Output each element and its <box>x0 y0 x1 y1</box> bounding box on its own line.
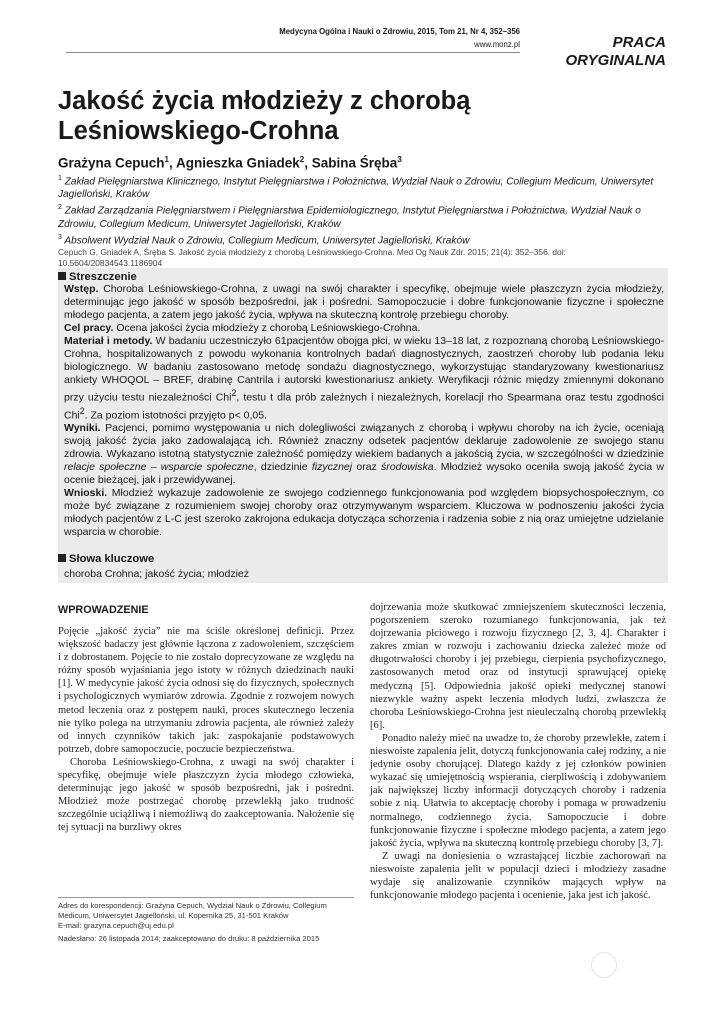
keywords-text: choroba Crohna; jakość życia; młodzież <box>64 568 250 580</box>
square-bullet-icon <box>58 272 66 280</box>
abstract-body: W badaniu uczestniczyło 61pacjentów obojga płci, w wieku 13–18 lat, z rozpoznaną chorobą Leśniowskiego-Crohna, hospitalizowanych z powodu wykonania kontrolnych badań diagnostycznych, zaostrzeń choroby lub podania leku biologicznego. W badaniu zastosowano metodę sondażu diagnostycznego, wykorzystując standaryzowany kwestionariusz ankiety WHOQOL – BREF, drabinę Cantrila i autorski kwestionariusz ankiety. Weryfikacji różnic między zmiennymi dokonano przy użyciu testu niezależności Chi <box>64 335 664 404</box>
author-affil-mark: 2 <box>299 155 305 164</box>
abstract-label: Materiał i metody. <box>64 335 153 347</box>
abstract-body: . Za poziom istotności przyjęto p< 0,05. <box>84 409 268 421</box>
correspondence-address: Adres do korespondencji: Grażyna Cepuch, Wydział Nauk o Zdrowiu, Collegium Medicum, Uniwersytet Jagielloński, ul. Kopernika 25, 31-501 Kraków <box>58 901 327 920</box>
correspondence-email[interactable]: E-mail: grazyna.cepuch@uj.edu.pl <box>58 921 174 930</box>
abstract-label: Cel pracy. <box>64 322 114 334</box>
affiliation-text: Zakład Pielęgniarstwa Klinicznego, Instytut Pielęgniarstwa i Położnictwa, Wydział Nauk o Zdrowiu, Collegium Medicum, Uniwersytet Jagielloński, Kraków <box>58 176 654 201</box>
author-name: Agnieszka Gniadek <box>176 155 300 171</box>
abstract-heading-text: Streszczenie <box>69 271 137 283</box>
footnote <box>58 901 358 944</box>
body-paragraph: Ponadto należy mieć na uwadze to, że choroby przewlekłe, zatem i nieswoiste zapalenia jelit, dotyczą funkcjonowania całej rodziny, a nie jedynie osoby chorującej. Dlatego każdy z jej członków powinien wykazać się umiejętnością wspierania, cierpliwością i zdobywaniem jak największej liczby informacji dotyczących choroby i radzenia sobie z nią. Ułatwia to akceptację choroby i pomaga w prowadzeniu normalnego, codziennego życia. Samopoczucie i dobre funkcjonowanie fizyczne i społeczne młodego pacjenta, a zatem jego jakość życia, wpływa na skuteczną kontrolę przebiegu choroby [3, 7]. <box>370 732 666 849</box>
abstract-body: . Młodzież wysoko oceniła swoją jakość życia w ocenie bieżącej, jak i przewidywanej. <box>64 461 665 486</box>
affiliation <box>58 201 670 230</box>
abstract-body: Młodzież wykazuje zadowolenie ze swojego codziennego funkcjonowania pod względem biopsychospołecznym, co może być związane z rozumieniem swojej choroby oraz otrzymywanym wsparciem. Kluczowa w podnoszeniu jakości życia młodych pacjentów z L-C jest szeroko zakrojona edukacja dotycząca schorzenia i radzenia sobie z nią oraz umiejętne udzielanie wsparcia w chorobie. <box>64 487 664 538</box>
abstract-label: Wyniki. <box>64 422 101 434</box>
square-bullet-icon <box>58 554 66 562</box>
abstract-italic: relacje społeczne – wsparcie społeczne <box>64 461 254 473</box>
abstract-body: , dziedzinie <box>253 461 312 473</box>
body-paragraph: Choroba Leśniowskiego-Crohna, z uwagi na swój charakter i specyfikę, obejmuje wiele płaszczyzn życia młodego człowieka, determinując jego jakość w sposób bezpośredni, jak i pośredni. Młodzież może postrzegać chorobę przewlekłą jako trudność szczególnie uciążliwą i niemożliwą do zaakceptowania. Nałożenie się tej sytuacji na burzliwy okres <box>58 756 354 834</box>
article-type: PRACA ORYGINALNA <box>565 34 666 69</box>
affiliation <box>58 231 670 247</box>
article-title: Jakość życia młodzieży z chorobą Leśniowskiego-Crohna <box>58 87 471 145</box>
abstract-label: Wnioski. <box>64 487 108 499</box>
body-column-left <box>58 625 354 835</box>
body-paragraph: Pojęcie „jakość życia” nie ma ściśle określonej definicji. Przez większość badaczy jest głównie łączona z zadowoleniem, szczęściem i z dobrostanem. Pojęcie to nie zostało doprecyzowane ze względu na różny sposób wyjaśniania jego istoty w różnych dziedzinach nauki [1]. W medycynie jakość życia odnosi się do fizycznych, społecznych i psychologicznych wymiarów zdrowia. Zgodnie z rozwojem nowych metod leczenia oraz z postępem nauki, proces skutecznego leczenia nie tylko polega na utrzymaniu zdrowia pacjenta, ale również zależy od innych czynników takich jak: zaspokajanie podstawowych potrzeb, dobre samopoczucie, poczucie bezpieczeństwa. <box>58 626 354 755</box>
author-affil-mark: 1 <box>164 155 169 164</box>
abstract-conclusions <box>64 487 664 539</box>
abstract-text <box>64 283 664 539</box>
author-name: Sabina Śręba <box>311 155 398 171</box>
abstract-body: Pacjenci, pomimo występowania u nich dolegliwości związanych z chorobą i wpływu choroby na ich życie, oceniają swoją jakość życia jako zadowalającą ich. Również znaczny odsetek pacjentów deklaruje zadowolenie ze swojego stanu zdrowia. Wykazano istotną statystycznie zależność pomiędzy wiekiem badanych a jakością życia, w szczególności w dziedzinie <box>64 422 664 460</box>
affiliation <box>58 172 670 201</box>
affiliation-mark: 3 <box>58 233 62 241</box>
abstract-italic: fizycznej <box>311 461 353 473</box>
section-heading: WPROWADZENIE <box>58 604 149 616</box>
affiliation-mark: 1 <box>58 175 62 182</box>
abstract-body: Ocena jakości życia młodzieży z chorobą Leśniowskiego-Crohna. <box>113 322 421 334</box>
abstract-results <box>64 422 664 487</box>
abstract-heading <box>58 270 137 284</box>
abstract-body: oraz <box>352 461 382 473</box>
abstract-body: , testu t dla prób zależnych i niezależnych, korelacji rho Spearmana oraz testu zgodności Chi <box>64 391 664 421</box>
abstract-label: Wstęp. <box>64 283 99 295</box>
superscript: 2 <box>79 405 85 416</box>
author-name: Grażyna Cepuch <box>58 155 165 171</box>
body-column-right <box>370 601 666 902</box>
affiliation-list <box>58 172 670 247</box>
submission-dates: Nadesłano: 26 listopada 2014; zaakceptowano do druku: 8 października 2015 <box>58 934 320 943</box>
watermark-logo-icon <box>591 952 617 978</box>
journal-url[interactable]: www.monz.pl <box>474 40 520 49</box>
superscript: 2 <box>231 388 237 398</box>
abstract-methods <box>64 335 664 422</box>
body-paragraph: Z uwagi na doniesienia o wzrastającej liczbie zachorowań na nieswoiste zapalenia jelit w populacji dzieci i młodzieży zasadne wydaje się analizowanie czynników mających wpływ na funkcjonowanie młodego pacjenta i ocenienie, jaka jest ich jakość. <box>370 850 666 902</box>
citation: Cepuch G, Gniadek A, Śręba S. Jakość życia młodzieży z chorobą Leśniowskiego-Crohna. Med Og Nauk Zdr. 2015; 21(4): 352–356. doi: 10.5604/20834543.1186904 <box>58 247 566 268</box>
header-divider <box>66 52 520 53</box>
keywords-heading-text: Słowa kluczowe <box>69 553 155 565</box>
abstract-body: Choroba Leśniowskiego-Crohna, z uwagi na swój charakter i specyfikę, obejmuje wiele płaszczyzn życia młodzieży, determinując jego jakość w sposób bezpośredni, jak i pośredni. Samopoczucie i dobre funkcjonowanie fizyczne i społeczne młodego pacjenta, a zatem jego jakość życia, wpływa na skuteczną kontrolę przebiegu choroby. <box>64 283 664 321</box>
abstract-italic: środowiska <box>381 461 434 473</box>
keywords-heading <box>58 552 154 566</box>
affiliation-text: Absolwent Wydział Nauk o Zdrowiu, Collegium Medicum, Uniwersytet Jagielloński, Kraków <box>64 235 470 247</box>
author-affil-mark: 3 <box>397 155 402 164</box>
affiliation-text: Zakład Zarządzania Pielęgniarstwem i Pielęgniarstwa Epidemiologicznego, Instytut Pielęgniarstwa i Położnictwa, Wydział Nauk o Zdrowiu, Collegium Medicum, Uniwersytet Jagielloński, Kraków <box>58 205 641 230</box>
abstract-aim <box>64 322 664 335</box>
abstract-introduction <box>64 283 664 322</box>
footnote-divider <box>58 897 354 898</box>
affiliation-mark: 2 <box>58 204 62 212</box>
journal-info: Medycyna Ogólna i Nauki o Zdrowiu, 2015, Tom 21, Nr 4, 352–356 <box>279 27 520 36</box>
body-paragraph: dojrzewania może skutkować zmniejszeniem skuteczności leczenia, pogorszeniem szeroko rozumianego funkcjonowania, jak też dojrzewania płciowego i rozwoju fizycznego [2, 3, 4]. Charakter i zakres zmian w rozwoju i zachowaniu dziecka zależeć może od długotrwałości choroby i jej przebiegu, cierpienia psychofizycznego, zastosowanych metod oraz od instytucji sprawującej opiekę medyczną [5]. Odpowiednia jakość opieki medycznej stanowi niezwykle ważny aspekt leczenia młodych ludzi, zwłaszcza że choroba Leśniowskiego-Crohna jest nieuleczalną chorobą przewlekłą [6]. <box>370 602 666 731</box>
author-list: Grażyna Cepuch$^1$, Agnieszka Gniadek$^2$, Sabina Śręba$^3$ <box>58 155 402 171</box>
